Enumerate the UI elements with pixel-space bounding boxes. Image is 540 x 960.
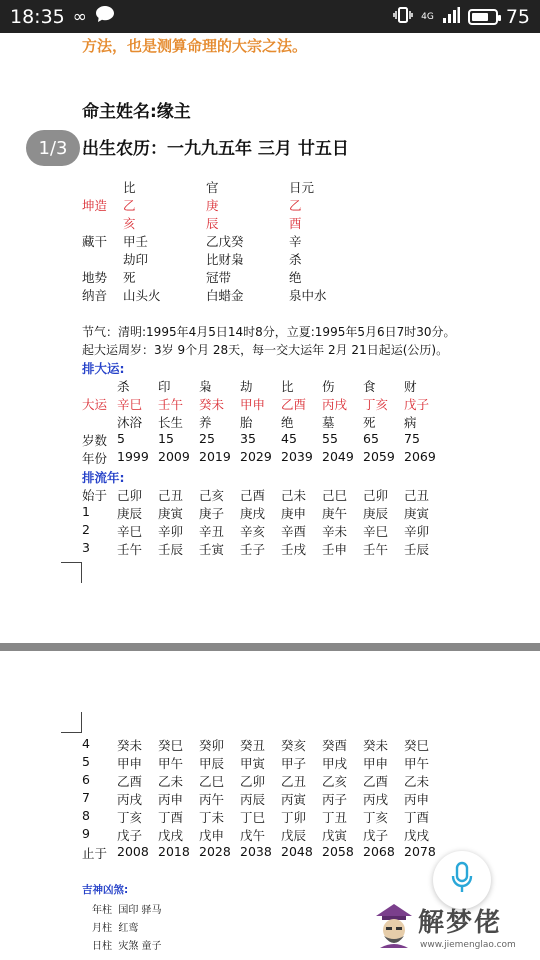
table-cell: 甲午 [404,756,430,771]
table-cell: 乙亥 [322,774,348,789]
shensha-row: 日柱 灾煞 童子 [92,941,162,952]
table-cell: 丁巳 [240,810,266,825]
qiyun-line: 起大运周岁：3岁 9个月 28天，每一交大运年 2月 21日起运(公历)。 [82,343,449,357]
table-cell: 丁亥 [117,810,143,825]
table-cell: 丙戌 [117,792,143,807]
table-cell: 2048 [281,844,313,859]
table-cell: 乙巳 [199,774,225,789]
table-cell: 5 [117,431,125,446]
table-cell: 25 [199,431,215,446]
table-cell: 45 [281,431,297,446]
table-cell: 癸亥 [281,738,307,753]
table-cell: 甲申 [240,397,266,412]
table-cell: 沐浴 [117,415,143,430]
table-cell: 甲申 [363,756,389,771]
table-cell: 戊辰 [281,828,307,843]
row-label: 4 [82,736,90,751]
table-cell: 甲申 [117,756,143,771]
table-cell: 丙申 [158,792,184,807]
table-cell: 养 [199,415,212,430]
row-label: 大运 [82,397,108,412]
liunian-title: 排流年: [82,470,125,485]
table-cell: 己亥 [199,488,225,503]
table-cell: 癸未 [199,397,225,412]
table-cell: 乙酉 [363,774,389,789]
page-indicator[interactable]: 1/3 [26,130,80,166]
table-cell: 庚辰 [117,506,143,521]
table-cell: 戊戌 [158,828,184,843]
shensha-row: 月柱 红鸾 [92,923,139,934]
table-cell: 癸巳 [158,738,184,753]
table-cell: 2018 [158,844,190,859]
table-cell: 甲寅 [240,756,266,771]
table-cell: 75 [404,431,420,446]
table-cell: 丙辰 [240,792,266,807]
table-cell: 丙子 [322,792,348,807]
table-cell: 乙酉 [117,774,143,789]
table-cell: 庚寅 [404,506,430,521]
table-cell: 丁酉 [158,810,184,825]
table-cell: 辛巳 [117,524,143,539]
table-cell: 枭 [199,379,212,394]
table-cell: 乙未 [404,774,430,789]
watermark-logo-icon [372,900,416,954]
table-cell: 辛亥 [240,524,266,539]
table-cell: 癸未 [117,738,143,753]
status-bar [0,0,540,33]
table-cell: 癸卯 [199,738,225,753]
table-cell: 2049 [322,449,354,464]
doc-top-line: 方法，也是测算命理的大宗之法。 [82,37,308,55]
table-cell: 2059 [363,449,395,464]
table-cell: 丁亥 [363,810,389,825]
birth-date: 出生农历：一九九五年 三月 廿五日 [82,139,349,159]
table-cell: 戊子 [117,828,143,843]
network-type: 4G [421,11,434,22]
row-label: 年份 [82,451,108,466]
table-cell: 杀 [117,379,130,394]
table-cell: 丁酉 [404,810,430,825]
table-cell: 病 [404,415,417,430]
row-label: 7 [82,790,90,805]
watermark-text: 解梦佬 [418,908,503,938]
table-cell: 己丑 [158,488,184,503]
table-cell: 壬子 [240,542,266,557]
table-cell: 壬戌 [281,542,307,557]
table-cell: 癸未 [363,738,389,753]
table-cell: 2069 [404,449,436,464]
table-cell: 己巳 [322,488,348,503]
signal-icon [442,7,460,27]
row-label: 3 [82,540,90,555]
row-label: 8 [82,808,90,823]
table-cell: 食 [363,379,376,394]
table-cell: 壬寅 [199,542,225,557]
table-cell: 2068 [363,844,395,859]
table-cell: 壬申 [322,542,348,557]
table-cell: 己丑 [404,488,430,503]
table-cell: 2058 [322,844,354,859]
row-label: 9 [82,826,90,841]
table-cell: 戊午 [240,828,266,843]
crop-mark [61,562,82,583]
table-cell: 乙未 [158,774,184,789]
table-cell: 丁丑 [322,810,348,825]
table-cell: 35 [240,431,256,446]
table-cell: 1999 [117,449,149,464]
table-cell: 壬午 [117,542,143,557]
table-cell: 壬辰 [158,542,184,557]
microphone-icon [451,861,473,899]
shensha-row: 年柱 国印 驿马 [92,905,162,916]
table-cell: 甲午 [158,756,184,771]
table-cell: 戊子 [404,397,430,412]
table-cell: 庚子 [199,506,225,521]
table-cell: 2078 [404,844,436,859]
table-cell: 甲子 [281,756,307,771]
table-cell: 癸巳 [404,738,430,753]
table-cell: 庚戌 [240,506,266,521]
row-label: 5 [82,754,90,769]
row-label: 1 [82,504,90,519]
table-cell: 丁亥 [363,397,389,412]
table-cell: 2008 [117,844,149,859]
table-cell: 辛酉 [281,524,307,539]
table-cell: 壬辰 [404,542,430,557]
row-label: 6 [82,772,90,787]
table-cell: 癸酉 [322,738,348,753]
table-cell: 戊子 [363,828,389,843]
infinity-icon: ∞ [72,6,87,27]
table-cell: 己未 [281,488,307,503]
table-cell: 甲辰 [199,756,225,771]
table-cell: 丙戌 [363,792,389,807]
table-cell: 长生 [158,415,184,430]
table-cell: 甲戌 [322,756,348,771]
table-cell: 辛卯 [404,524,430,539]
table-cell: 2039 [281,449,313,464]
table-cell: 庚辰 [363,506,389,521]
table-cell: 辛未 [322,524,348,539]
row-label: 岁数 [82,433,108,448]
battery-percent: 75 [505,5,530,28]
table-cell: 丙寅 [281,792,307,807]
table-cell: 15 [158,431,174,446]
table-cell: 丁卯 [281,810,307,825]
table-cell: 墓 [322,415,335,430]
table-cell: 乙卯 [240,774,266,789]
table-cell: 胎 [240,415,253,430]
table-cell: 庚寅 [158,506,184,521]
table-cell: 乙丑 [281,774,307,789]
table-cell: 己酉 [240,488,266,503]
table-cell: 戊寅 [322,828,348,843]
table-cell: 印 [158,379,171,394]
row-label: 始于 [82,488,108,503]
row-label: 止于 [82,846,108,861]
table-cell: 财 [404,379,417,394]
table-cell: 己卯 [363,488,389,503]
table-cell: 2038 [240,844,272,859]
shensha-title: 吉神凶煞: [82,884,129,896]
table-cell: 辛巳 [363,524,389,539]
table-cell: 辛巳 [117,397,143,412]
row-label: 2 [82,522,90,537]
table-cell: 戊戌 [404,828,430,843]
table-cell: 壬午 [158,397,184,412]
vibrate-icon [393,6,413,28]
table-cell: 乙酉 [281,397,307,412]
table-cell: 2029 [240,449,272,464]
chat-icon [95,5,115,28]
table-cell: 劫 [240,379,253,394]
battery-icon [468,9,498,25]
table-cell: 65 [363,431,379,446]
table-cell: 2009 [158,449,190,464]
table-cell: 己卯 [117,488,143,503]
table-cell: 死 [363,415,376,430]
table-cell: 庚午 [322,506,348,521]
table-cell: 比 [281,379,294,394]
table-cell: 绝 [281,415,294,430]
table-cell: 庚申 [281,506,307,521]
table-cell: 辛卯 [158,524,184,539]
status-time: 18:35 [10,5,65,28]
watermark [370,898,540,960]
table-cell: 2019 [199,449,231,464]
table-cell: 2028 [199,844,231,859]
table-cell: 辛丑 [199,524,225,539]
table-cell: 丁未 [199,810,225,825]
table-cell: 壬午 [363,542,389,557]
status-right [393,6,530,28]
crop-mark [61,712,82,733]
table-cell: 丙申 [404,792,430,807]
page-divider [0,643,540,651]
jieqi-line: 节气：清明:1995年4月5日14时8分，立夏:1995年5月6日7时30分。 [82,325,456,339]
table-cell: 伤 [322,379,335,394]
owner-name: 命主姓名:缘主 [82,102,191,122]
table-cell: 55 [322,431,338,446]
dayun-title: 排大运: [82,361,125,376]
watermark-url: www.jiemenglao.com [420,940,516,950]
table-cell: 丙戌 [322,397,348,412]
table-cell: 丙午 [199,792,225,807]
table-cell: 戊申 [199,828,225,843]
table-cell: 癸丑 [240,738,266,753]
